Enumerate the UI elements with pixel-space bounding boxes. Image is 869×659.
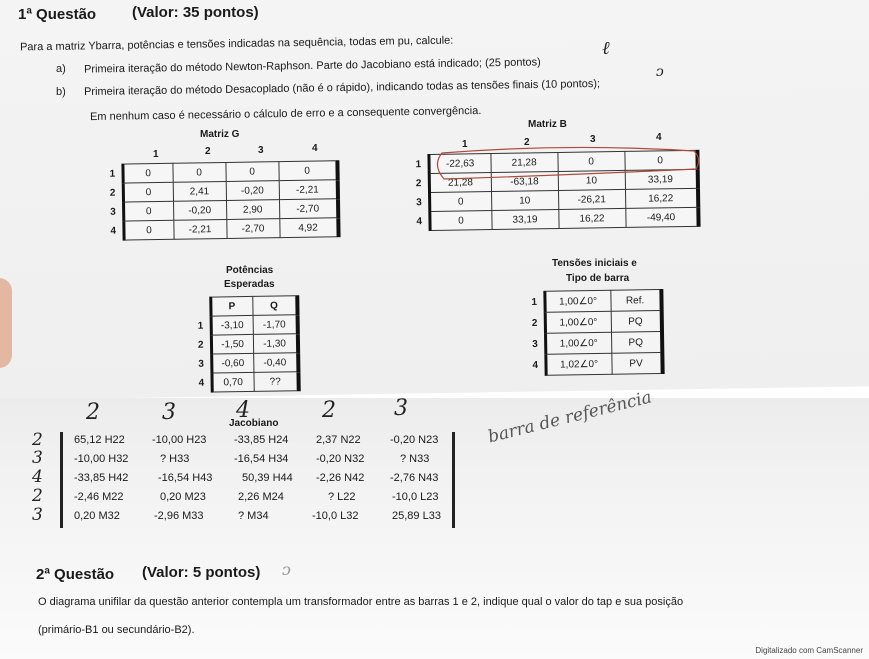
potencias-row-label: 4 [198,377,205,389]
q1-intro: Para a matriz Ybarra, potências e tensões indicadas na sequência, todas em pu, calcule: [19,34,454,54]
matrix-g-col-1: 1 [153,149,159,160]
jacobiano-hw-row: 4 [32,467,43,487]
jacobiano-left-bracket [60,432,63,528]
handwritten-mark-c: ᴐ [282,560,291,579]
handwritten-red-loop [430,145,710,185]
tensoes-cell: Ref. [610,290,661,312]
tensoes-row-label: 3 [532,338,538,350]
q1-item-a-label: a) [56,63,66,75]
q1-item-b-label: b) [56,86,66,98]
matrix-b-row-label: 1 [415,158,422,170]
matrix-b-cell: -49,40 [625,207,698,227]
potencias-col-q: Q [252,296,297,316]
jacobiano-row [74,491,454,507]
table-row [196,315,302,336]
matrix-g-cell: -2,70 [226,219,279,239]
q2-points: (Valor: 5 pontos) [142,564,261,581]
potencias-table [195,295,302,393]
potencias-title-1: Potências [226,265,274,276]
table-row [195,296,301,317]
matrix-g-row-label: 2 [109,187,116,199]
matrix-b-cell: -22,63 [428,154,490,174]
handwritten-mark-b: ᴐ [656,64,664,80]
jacobiano-hw-row: 2 [32,486,43,506]
potencias-cell: -1,30 [253,334,298,354]
matrix-b-cell: 10 [558,170,625,190]
jacobiano-cell: -2,96 M33 [154,510,204,522]
matrix-g-col-4: 4 [312,143,318,154]
jacobiano-cell: 65,12 H22 [74,434,125,446]
jacobiano-cell: 25,89 L33 [392,510,441,522]
matrix-b-cell: 0 [429,192,491,212]
jacobiano-cell: -0,20 N23 [390,434,439,446]
matrix-b-col-2: 2 [524,137,530,148]
jacobiano-cell: -2,46 M22 [74,491,124,503]
jacobiano-cell: 0,20 M32 [74,510,120,522]
jacobiano-cell: -2,76 N43 [390,472,439,484]
table-row [196,372,302,393]
matrix-b-cell: 0 [429,211,491,231]
q1-note: Em nenhum caso é necessário o cálculo de erro e a consequente convergência. [89,104,482,124]
table-row [108,218,342,241]
table-row [530,352,666,375]
tensoes-cell: 1,00∠0° [545,332,611,354]
table-row [196,334,302,355]
matrix-b-row-label: 4 [416,215,423,227]
jacobiano-hw-row: 2 [32,430,43,450]
matrix-g-cell: 2,90 [226,200,279,220]
matrix-g-table [107,160,342,241]
tensoes-row-label: 1 [531,296,538,308]
jacobiano-cell: -10,0 L23 [392,491,439,503]
matrix-g-cell: 2,41 [173,181,226,201]
matrix-g-cell: 4,92 [279,218,338,238]
jacobiano-cell: -10,0 L32 [312,510,359,522]
matrix-b-col-1: 1 [462,139,468,150]
q1-title: 1ª Questão [18,6,97,23]
jacobiano-row [74,472,454,488]
jacobiano-hw-col: 2 [86,400,100,425]
matrix-g-cell: -2,21 [173,219,226,239]
matrix-g-cell: -0,20 [226,181,279,201]
jacobiano-cell: -16,54 H43 [158,472,213,484]
jacobiano-hw-col: 3 [394,396,408,421]
tensoes-title-1: Tensões iniciais e [552,258,637,269]
jacobiano-hw-col: 4 [236,398,250,423]
matrix-b-cell: 16,22 [558,208,625,228]
matrix-bracket [698,188,702,207]
tensoes-title-2: Tipo de barra [566,273,630,284]
matrix-b-cell: 33,19 [625,169,698,189]
matrix-g-cell: 0 [172,162,225,182]
jacobiano-cell: -10,00 H32 [74,453,129,465]
q1-item-a: Primeira iteração do método Newton-Raphson. Parte do Jacobiano está indicado; (25 pontos) [83,56,541,76]
jacobiano-cell: 50,39 H44 [242,472,293,484]
tensoes-cell: 1,00∠0° [544,290,610,312]
matrix-g-cell: 0 [278,161,337,181]
handwritten-mark-a: ℓ [602,38,610,59]
jacobiano-cell: ? M34 [238,510,269,522]
matrix-b-cell: 16,22 [625,188,698,208]
matrix-g-cell: -2,70 [279,199,338,219]
jacobiano-title: Jacobiano [229,418,279,429]
jacobiano-row [74,510,454,526]
matrix-b-cell: -63,18 [491,171,558,191]
tensoes-row-label: 4 [532,359,539,371]
jacobiano-row [74,453,454,469]
matrix-g-cell: 0 [122,163,172,183]
potencias-cell: -1,70 [253,315,298,335]
potencias-cell: ?? [254,372,299,392]
jacobiano-cell: -33,85 H24 [234,434,289,446]
table-row [530,310,666,333]
matrix-g-cell: 0 [225,162,278,182]
potencias-cell: -0,60 [211,353,253,373]
potencias-row-label: 1 [197,320,204,332]
jacobiano-cell: -16,54 H34 [234,453,289,465]
matrix-b-cell: 21,28 [490,153,557,173]
tensoes-cell: PQ [611,311,662,333]
matrix-g-row-label: 4 [110,225,117,237]
matrix-b-cell: 10 [491,190,558,210]
potencias-row-label: 2 [197,339,204,351]
table-row [196,353,302,374]
matrix-g-cell: 0 [123,182,173,202]
matrix-bracket [337,180,341,199]
table-row [414,207,702,231]
jacobiano-hw-row: 3 [32,505,43,525]
matrix-bracket [337,161,341,180]
q2-text-2: (primário-B1 ou secundário-B2). [38,624,195,636]
tensoes-cell: 1,02∠0° [545,353,611,375]
tensoes-row-label: 2 [531,317,538,329]
jacobiano-cell: 2,37 N22 [316,434,361,446]
table-row [530,331,666,354]
matrix-b-row-label: 2 [415,177,422,189]
jacobiano-cell: -0,20 N32 [316,453,365,465]
jacobiano-cell: ? H33 [160,453,190,465]
jacobiano-cell: -10,00 H23 [152,434,207,446]
thumb [0,278,12,368]
matrix-b-title: Matriz B [528,119,567,130]
jacobiano-row [74,434,454,450]
matrix-b-cell: -26,21 [558,189,625,209]
potencias-cell: 0,70 [212,372,254,392]
jacobiano-hw-col: 3 [162,400,176,425]
matrix-g-col-2: 2 [205,146,211,157]
matrix-b-cell: 0 [624,150,697,170]
matrix-b-col-4: 4 [656,132,662,143]
matrix-g-row-label: 3 [110,206,116,218]
tensoes-cell: PQ [611,331,662,353]
potencias-title-2: Esperadas [224,279,275,290]
potencias-col-p: P [210,296,252,316]
jacobiano-cell: ? N33 [400,453,430,465]
jacobiano-hw-row: 3 [32,448,43,468]
potencias-row-label: 3 [198,358,204,370]
table-row [529,289,665,312]
q1-item-b: Primeira iteração do método Desacoplado (não é o rápido), indicando todas as tensões finais (10 pontos); [83,77,601,99]
matrix-g-col-3: 3 [258,145,264,156]
handwritten-reference-note: barra de referência [486,387,654,448]
matrix-g-cell: -0,20 [173,200,226,220]
q1-points: (Valor: 35 pontos) [132,4,259,21]
matrix-g-cell: 0 [123,220,173,240]
matrix-g-title: Matriz G [200,129,240,140]
potencias-cell: -0,40 [253,353,298,373]
matrix-b-cell: 33,19 [491,209,558,229]
jacobiano-cell: ? L22 [328,491,356,503]
jacobiano-cell: -33,85 H42 [74,472,129,484]
potencias-cell: -1,50 [211,334,253,354]
matrix-bracket [698,207,702,226]
potencias-cell: -3,10 [211,315,253,335]
tensoes-table [529,289,666,376]
matrix-g-cell: 0 [123,201,173,221]
jacobiano-cell: 2,26 M24 [238,491,284,503]
matrix-bracket [338,218,342,237]
matrix-bracket [338,199,342,218]
scanner-watermark: Digitalizado com CamScanner [755,646,863,655]
tensoes-cell: PV [611,352,662,374]
q2-title: 2ª Questão [36,566,115,583]
matrix-g-cell: -2,21 [279,180,338,200]
q2-text-1: O diagrama unifilar da questão anterior contempla um transformador entre as barras 1 e 2, indique qual o valor do tap e sua posição [38,596,684,608]
jacobiano-hw-col: 2 [322,398,336,423]
matrix-b-row-label: 3 [416,196,422,208]
matrix-b-cell: 0 [557,151,624,171]
matrix-g-row-label: 1 [109,168,116,180]
matrix-b-cell: 21,28 [429,173,491,193]
tensoes-cell: 1,00∠0° [545,311,611,333]
matrix-b-col-3: 3 [590,134,596,145]
jacobiano-cell: -2,26 N42 [316,472,365,484]
jacobiano-cell: 0,20 M23 [160,491,206,503]
